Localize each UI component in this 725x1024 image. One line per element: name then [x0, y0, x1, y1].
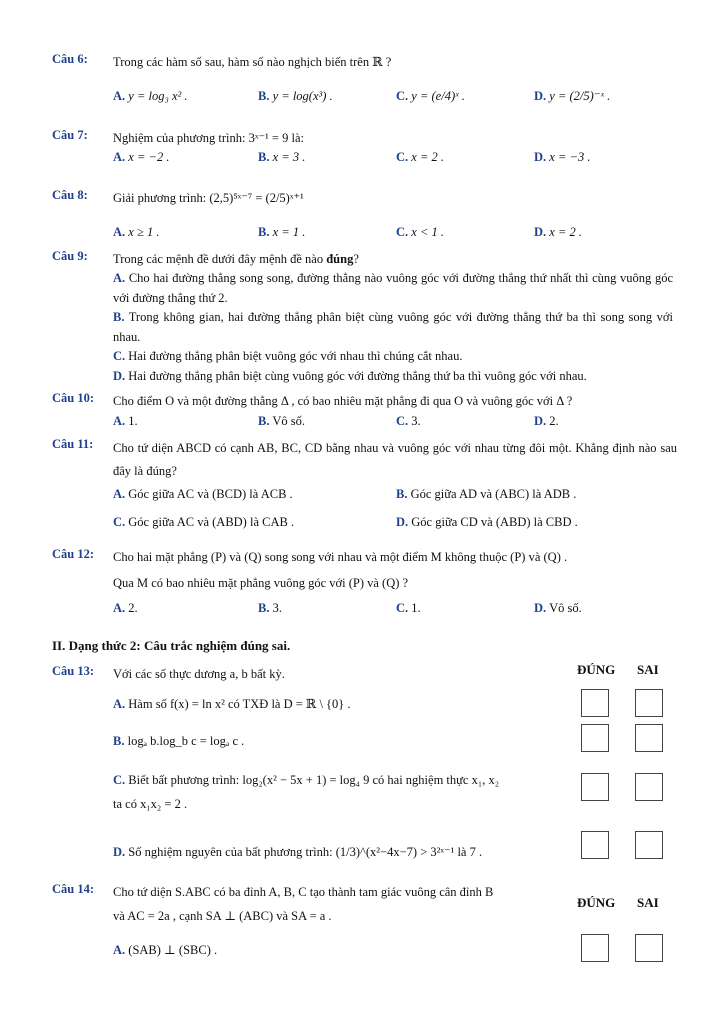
option-c[interactable] — [396, 598, 421, 618]
option-letter: A. — [113, 225, 126, 239]
false-checkbox-d[interactable] — [635, 831, 663, 859]
question-text: Cho tứ diện ABCD có cạnh AB, BC, CD bằng nhau và vuông góc với nhau từng đôi một. Khẳng định nào sau đây là đúng? — [113, 441, 677, 478]
option-letter: D. — [534, 225, 547, 239]
statement-letter: A. — [113, 697, 126, 711]
question-label: Câu 12: — [52, 547, 95, 561]
option-c[interactable] — [396, 222, 444, 242]
option-c[interactable] — [113, 346, 673, 366]
option-text: Vô số. — [272, 414, 306, 428]
option-letter: A. — [113, 271, 126, 285]
question-label: Câu 14: — [52, 882, 95, 896]
statement-letter: B. — [113, 734, 125, 748]
option-letter: C. — [396, 150, 409, 164]
statement-text: logₐ b.log_b c = logₐ c . — [127, 734, 245, 748]
question-text: Cho điểm O và một đường thẳng Δ , có bao nhiêu mặt phẳng đi qua O và vuông góc với Δ ? — [113, 394, 573, 408]
option-text: x = 3 . — [272, 150, 306, 164]
option-text: 3. — [272, 601, 282, 615]
true-column-header: ĐÚNG — [577, 895, 616, 910]
false-checkbox-c[interactable] — [635, 773, 663, 801]
question-label: Câu 10: — [52, 391, 95, 405]
question-text-line2: Qua M có bao nhiêu mặt phẳng vuông góc với (P) và (Q) ? — [113, 576, 409, 590]
question-text-line2: và AC = 2a , cạnh SA ⊥ (ABC) và SA = a . — [113, 909, 332, 923]
false-checkbox-a[interactable] — [635, 934, 663, 962]
option-text: 2. — [549, 414, 559, 428]
option-text: x = 2 . — [549, 225, 583, 239]
statement-letter: D. — [113, 845, 126, 859]
statement-text: Số nghiệm nguyên của bất phương trình: (1/3)^(x²−4x−7) > 3²ˣ⁻¹ là 7 . — [128, 845, 483, 859]
option-text: y = log(x³) . — [272, 89, 333, 103]
option-d[interactable] — [534, 222, 582, 242]
option-text: Góc giữa AC và (BCD) là ACB . — [128, 487, 293, 501]
statement-letter: A. — [113, 943, 126, 957]
option-text: x = 1 . — [272, 225, 306, 239]
false-column-header: SAI — [637, 662, 659, 677]
statement-a — [113, 940, 217, 960]
question-label: Câu 6: — [52, 52, 88, 66]
false-column-header: SAI — [637, 895, 659, 910]
question-text: Nghiệm của phương trình: 3ˣ⁻¹ = 9 là: — [113, 131, 304, 145]
option-d[interactable] — [113, 366, 673, 386]
option-text: Trong không gian, hai đường thẳng phân biệt cùng vuông góc với đường thẳng thứ ba thì song song với nhau. — [113, 310, 673, 344]
option-text: x ≥ 1 . — [128, 225, 160, 239]
option-text: y = (e/4)ˣ . — [411, 89, 465, 103]
true-checkbox-b[interactable] — [581, 724, 609, 752]
question-text: Cho tứ diện S.ABC có ba đỉnh A, B, C tạo thành tam giác vuông cân đỉnh B — [113, 885, 494, 899]
option-letter: B. — [258, 414, 270, 428]
option-a[interactable] — [113, 268, 673, 308]
question-label: Câu 9: — [52, 249, 88, 263]
option-letter: D. — [534, 89, 547, 103]
question-label: Câu 13: — [52, 664, 95, 678]
question-text: Giải phương trình: (2,5)⁵ˣ⁻⁷ = (2/5)ˣ⁺¹ — [113, 191, 304, 205]
option-c[interactable] — [113, 512, 294, 532]
option-text: Cho hai đường thẳng song song, đường thẳng nào vuông góc với đường thẳng thứ nhất thì cùng vuông góc với đường thẳng thứ 2. — [113, 271, 674, 305]
option-letter: D. — [396, 515, 409, 529]
option-a[interactable] — [113, 147, 169, 167]
option-letter: D. — [534, 150, 547, 164]
statement-letter: C. — [113, 773, 126, 787]
option-letter: B. — [258, 225, 270, 239]
option-letter: D. — [534, 414, 547, 428]
statement-b — [113, 731, 244, 751]
option-c[interactable] — [396, 86, 465, 106]
true-checkbox-a[interactable] — [581, 689, 609, 717]
option-text: Góc giữa CD và (ABD) là CBD . — [411, 515, 578, 529]
statement-text: Hàm số f(x) = ln x² có TXĐ là D = ℝ \ {0} . — [128, 697, 351, 711]
option-letter: C. — [396, 601, 409, 615]
question-text: Với các số thực dương a, b bất kỳ. — [113, 667, 285, 681]
option-letter: B. — [113, 310, 125, 324]
option-letter: C. — [396, 225, 409, 239]
statement-a — [113, 694, 351, 714]
option-d[interactable] — [534, 411, 559, 431]
false-checkbox-a[interactable] — [635, 689, 663, 717]
option-b[interactable] — [258, 222, 305, 242]
option-a[interactable] — [113, 222, 159, 242]
option-a[interactable] — [113, 86, 188, 106]
option-a[interactable] — [113, 484, 293, 504]
option-letter: B. — [258, 150, 270, 164]
option-text: 2. — [128, 601, 138, 615]
option-text: Vô số. — [549, 601, 582, 615]
question-text: Trong các mệnh đề dưới đây mệnh đề nào đúng? — [113, 252, 359, 266]
option-text: x = 2 . — [411, 150, 445, 164]
option-b[interactable] — [258, 411, 305, 431]
option-letter: B. — [258, 89, 270, 103]
question-label: Câu 7: — [52, 128, 88, 142]
statement-c — [113, 770, 499, 790]
option-b[interactable] — [258, 147, 305, 167]
option-letter: C. — [113, 349, 126, 363]
option-d[interactable] — [534, 86, 610, 106]
option-text: Góc giữa AC và (ABD) là CAB . — [128, 515, 295, 529]
option-letter: C. — [113, 515, 126, 529]
option-text: 3. — [411, 414, 421, 428]
option-a[interactable] — [113, 411, 138, 431]
question-text: Trong các hàm số sau, hàm số nào nghịch biến trên ℝ ? — [113, 55, 392, 69]
option-letter: C. — [396, 414, 409, 428]
option-a[interactable] — [113, 598, 138, 618]
option-text: x < 1 . — [411, 225, 445, 239]
option-letter: A. — [113, 414, 126, 428]
option-text: x = −3 . — [549, 150, 591, 164]
option-b[interactable] — [258, 86, 333, 106]
question-text: Cho hai mặt phẳng (P) và (Q) song song với nhau và một điểm M không thuộc (P) và (Q) . — [113, 550, 568, 564]
true-checkbox-a[interactable] — [581, 934, 609, 962]
option-d[interactable] — [534, 598, 582, 618]
option-letter: D. — [534, 601, 547, 615]
option-letter: D. — [113, 369, 126, 383]
option-letter: C. — [396, 89, 409, 103]
option-letter: A. — [113, 601, 126, 615]
true-column-header: ĐÚNG — [577, 662, 616, 677]
statement-text: (SAB) ⊥ (SBC) . — [128, 943, 218, 957]
option-letter: B. — [396, 487, 408, 501]
option-d[interactable] — [396, 512, 578, 532]
section-heading: II. Dạng thức 2: Câu trắc nghiệm đúng sai. — [52, 638, 291, 653]
statement-text: Biết bất phương trình: log₂(x² − 5x + 1) = log₄ 9 có hai nghiệm thực x₁, x₂ — [128, 773, 500, 787]
statement-d — [113, 842, 482, 862]
option-text: Hai đường thẳng phân biệt vuông góc với nhau thì chúng cắt nhau. — [128, 349, 463, 363]
option-text: y = (2/5)⁻ˣ . — [549, 89, 611, 103]
option-text: 1. — [128, 414, 138, 428]
option-text: y = log₃ x² . — [128, 89, 188, 103]
option-b[interactable] — [113, 307, 673, 347]
option-letter: A. — [113, 150, 126, 164]
statement-c-line2: ta có x₁x₂ = 2 . — [113, 797, 188, 811]
option-text: Góc giữa AD và (ABC) là ADB . — [410, 487, 577, 501]
true-checkbox-c[interactable] — [581, 773, 609, 801]
option-c[interactable] — [396, 411, 421, 431]
option-letter: A. — [113, 487, 126, 501]
option-b[interactable] — [258, 598, 282, 618]
false-checkbox-b[interactable] — [635, 724, 663, 752]
question-label: Câu 8: — [52, 188, 88, 202]
option-text: 1. — [411, 601, 421, 615]
option-text: Hai đường thẳng phân biệt cùng vuông góc với đường thẳng thứ ba thì vuông góc với nhau. — [128, 369, 587, 383]
option-d[interactable] — [534, 147, 590, 167]
option-letter: B. — [258, 601, 270, 615]
option-letter: A. — [113, 89, 126, 103]
option-text: x = −2 . — [128, 150, 170, 164]
option-c[interactable] — [396, 147, 444, 167]
true-checkbox-d[interactable] — [581, 831, 609, 859]
option-b[interactable] — [396, 484, 576, 504]
question-label: Câu 11: — [52, 437, 94, 451]
